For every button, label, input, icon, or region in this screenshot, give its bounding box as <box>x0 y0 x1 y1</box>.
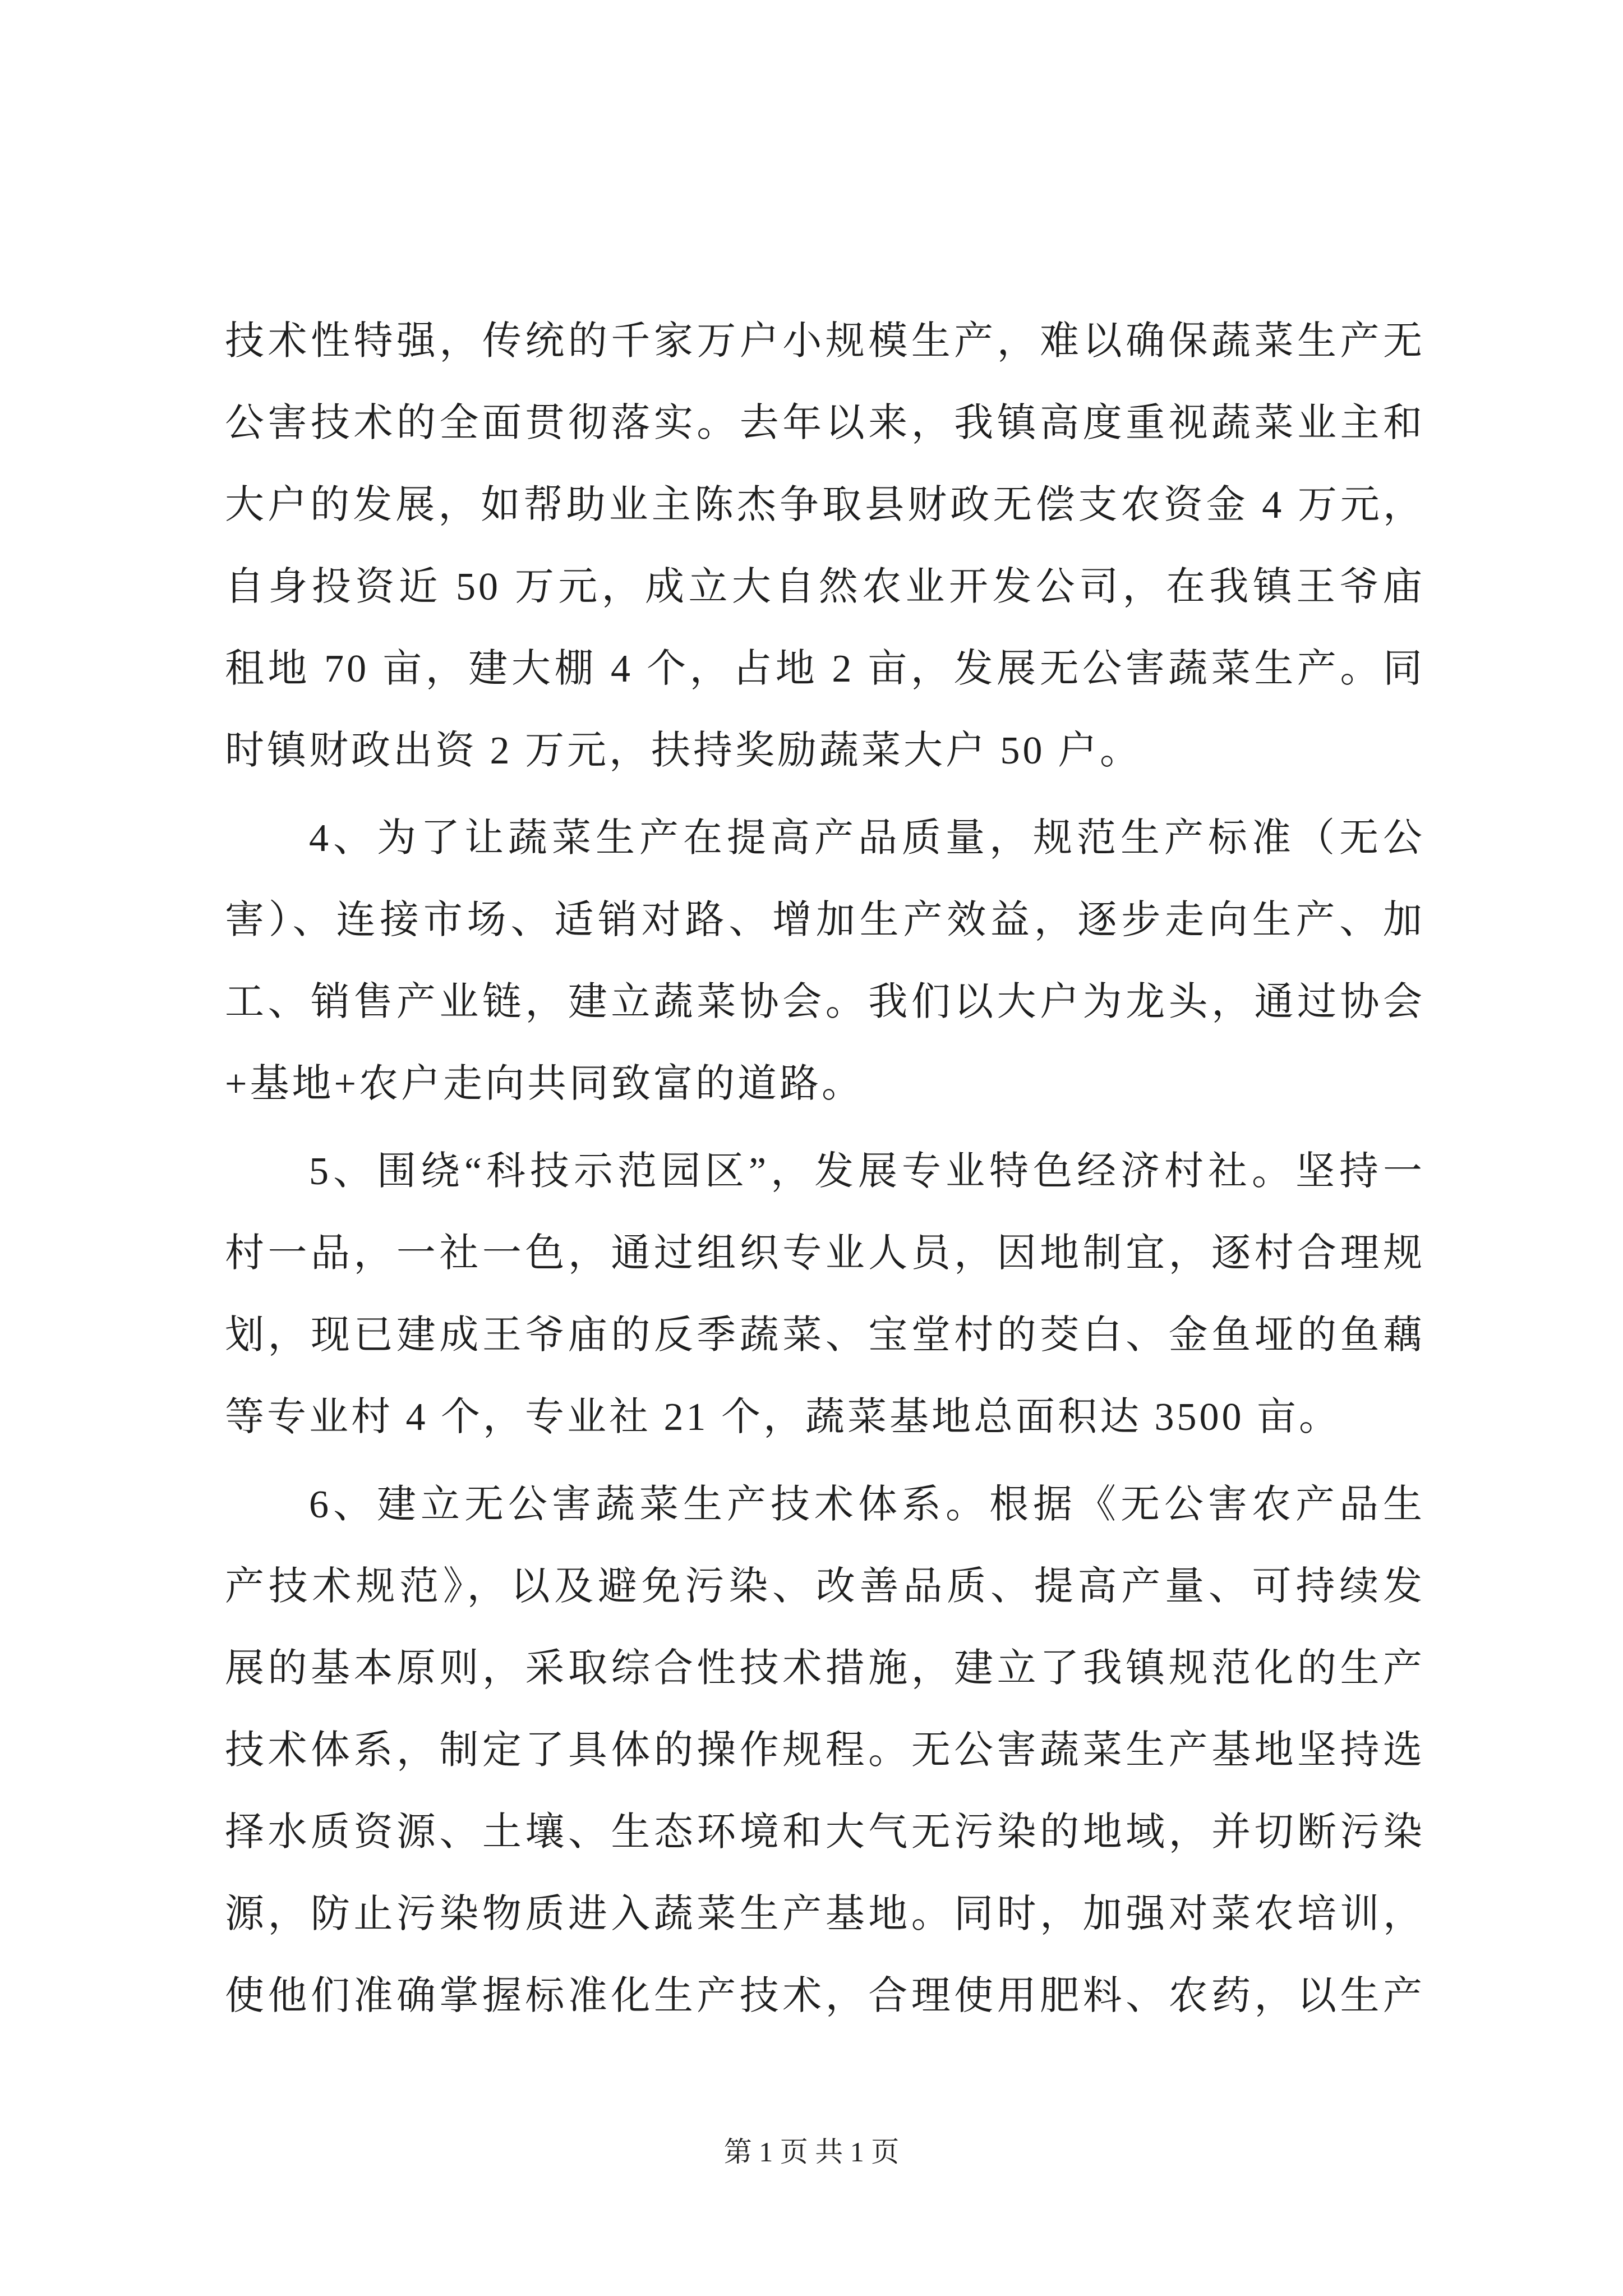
text-line: 展的基本原则，采取综合性技术措施，建立了我镇规范化的生产 <box>225 1647 1425 1690</box>
paragraph <box>225 301 1425 792</box>
text-line: 等专业村 4 个，专业社 21 个，蔬菜基地总面积达 3500 亩。 <box>225 1396 1341 1439</box>
text-line: 大户的发展，如帮助业主陈杰争取县财政无偿支农资金 4 万元， <box>225 484 1425 527</box>
text-line: 使他们准确掌握标准化生产技术，合理使用肥料、农药，以生产 <box>225 1975 1425 2018</box>
text-line: 村一品，一社一色，通过组织专业人员，因地制宜，逐村合理规 <box>225 1232 1425 1275</box>
body-text <box>225 301 1425 2037</box>
text-line: 害）、连接市场、适销对路、增加生产效益，逐步走向生产、加 <box>225 899 1425 942</box>
text-line: 源，防止污染物质进入蔬菜生产基地。同时，加强对菜农培训， <box>225 1893 1425 1936</box>
text-line: 择水质资源、土壤、生态环境和大气无污染的地域，并切断污染 <box>225 1811 1425 1854</box>
text-line: 5、围绕“科技示范园区”，发展专业特色经济村社。坚持一 <box>309 1150 1425 1193</box>
text-line: 租地 70 亩，建大棚 4 个，占地 2 亩，发展无公害蔬菜生产。同 <box>225 647 1425 691</box>
paragraph <box>225 798 1425 1125</box>
text-line: 自身投资近 50 万元，成立大自然农业开发公司，在我镇王爷庙 <box>225 565 1425 609</box>
paragraph <box>225 1464 1425 2037</box>
page-footer: 第 1 页 共 1 页 <box>723 2136 900 2168</box>
text-line: 产技术规范》，以及避免污染、改善品质、提高产量、可持续发 <box>225 1565 1425 1608</box>
text-line: +基地+农户走向共同致富的道路。 <box>225 1062 864 1106</box>
text-line: 工、销售产业链，建立蔬菜协会。我们以大户为龙头，通过协会 <box>225 981 1425 1024</box>
text-line: 技术性特强，传统的千家万户小规模生产，难以确保蔬菜生产无 <box>225 320 1425 363</box>
text-line: 时镇财政出资 2 万元，扶持奖励蔬菜大户 50 户。 <box>225 729 1142 772</box>
text-line: 6、建立无公害蔬菜生产技术体系。根据《无公害农产品生 <box>309 1483 1425 1526</box>
text-line: 公害技术的全面贯彻落实。去年以来，我镇高度重视蔬菜业主和 <box>225 402 1425 445</box>
text-line: 技术体系，制定了具体的操作规程。无公害蔬菜生产基地坚持选 <box>225 1729 1425 1772</box>
paragraph <box>225 1131 1425 1458</box>
text-line: 划，现已建成王爷庙的反季蔬菜、宝堂村的茭白、金鱼垭的鱼藕 <box>225 1314 1425 1357</box>
text-line: 4、为了让蔬菜生产在提高产品质量，规范生产标准（无公 <box>309 817 1425 860</box>
